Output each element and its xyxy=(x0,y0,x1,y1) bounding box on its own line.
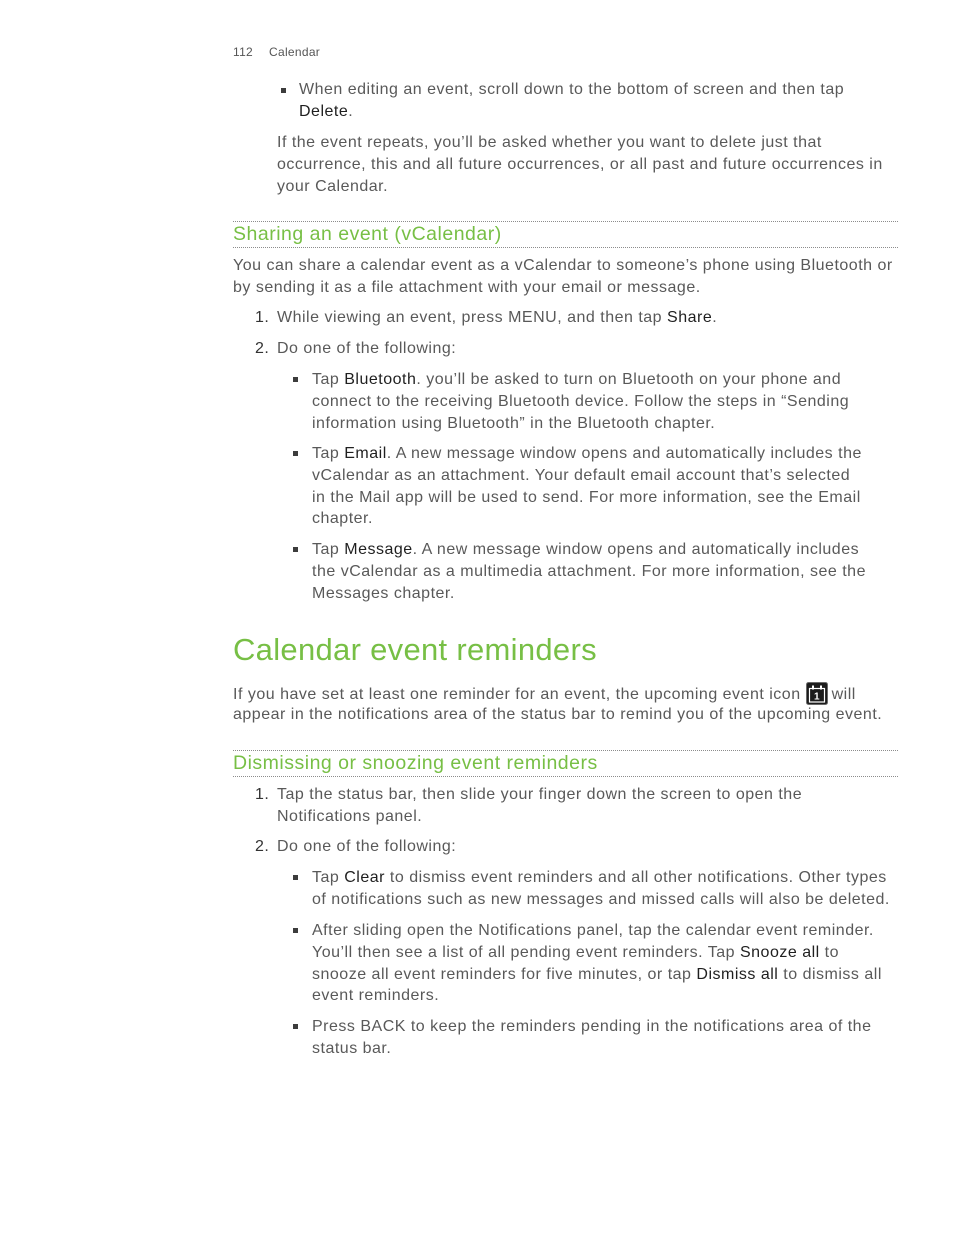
paragraph-line: your Calendar. xyxy=(277,177,389,195)
option-line xyxy=(312,867,890,889)
message-action-label: Message xyxy=(344,541,413,558)
repeat-note xyxy=(277,132,883,197)
option-text: . A new message window opens and automatically includes the xyxy=(386,445,862,462)
sharing-step-2 xyxy=(277,338,456,360)
dismissing-step-2 xyxy=(277,836,456,858)
share-action-label: Share xyxy=(667,309,713,326)
option-line: of notifications such as new messages and missed calls will also be deleted. xyxy=(312,890,890,908)
reminders-title: Calendar event reminders xyxy=(233,632,597,667)
option-line: the vCalendar as a multimedia attachment. For more information, see the xyxy=(312,562,866,580)
bullet-marker xyxy=(293,377,298,382)
step-line: Tap the status bar, then slide your finger down the screen to open the xyxy=(277,786,803,803)
section-divider xyxy=(233,247,898,248)
step-text: While viewing an event, press MENU, and then tap xyxy=(277,309,668,326)
option-line xyxy=(312,369,849,391)
paragraph-line: occurrence, this and all future occurrences, or all past and future occurrences in xyxy=(277,155,883,173)
sharing-step-1 xyxy=(277,307,717,329)
step-line: Notifications panel. xyxy=(277,807,423,825)
option-line xyxy=(312,942,882,964)
paragraph-line: You can share a calendar event as a vCalendar to someone’s phone using Bluetooth or xyxy=(233,257,893,274)
option-line: Messages chapter. xyxy=(312,584,455,602)
option-text: You’ll then see a list of all pending event reminders. Tap xyxy=(312,943,740,961)
option-line xyxy=(312,964,882,986)
email-action-label: Email xyxy=(344,445,387,462)
dismissing-step-1 xyxy=(277,784,802,828)
option-line: After sliding open the Notifications panel, tap the calendar event reminder. xyxy=(312,922,874,939)
bullet-marker xyxy=(293,451,298,456)
dismiss-option-clear xyxy=(312,867,890,911)
delete-event-bullet xyxy=(299,79,844,123)
option-line: vCalendar as an attachment. Your default email account that’s selected xyxy=(312,466,851,484)
option-line xyxy=(312,443,862,465)
step-line xyxy=(277,307,717,329)
option-text: to dismiss event reminders and all other notifications. Other types xyxy=(384,869,887,886)
clear-action-label: Clear xyxy=(344,869,385,886)
option-text: . you’ll be asked to turn on Bluetooth on your phone and xyxy=(416,371,842,388)
paragraph-text: If you have set at least one reminder for an event, the upcoming event icon xyxy=(233,686,801,703)
dismiss-option-snooze xyxy=(312,920,882,1007)
page-number: 112 xyxy=(233,45,254,59)
paragraph-line: If the event repeats, you’ll be asked whether you want to delete just that xyxy=(277,134,822,151)
option-line: connect to the receiving Bluetooth device. Follow the steps in “Sending xyxy=(312,392,850,410)
snooze-all-action-label: Snooze all xyxy=(739,943,820,961)
bullet-text: When editing an event, scroll down to the bottom of screen and then tap xyxy=(299,81,845,98)
option-line: Press BACK to keep the reminders pending in the notifications area of the xyxy=(312,1018,872,1035)
bullet-text: . xyxy=(348,102,354,120)
step-number: 2. xyxy=(255,838,270,855)
paragraph-line xyxy=(233,682,882,704)
delete-action-label: Delete xyxy=(299,102,349,120)
bullet-marker xyxy=(293,1024,298,1029)
option-text: Tap xyxy=(312,869,345,886)
paragraph-line: appear in the notifications area of the status bar to remind you of the upcoming event. xyxy=(233,705,883,723)
option-line: event reminders. xyxy=(312,987,440,1005)
share-option-email xyxy=(312,443,862,530)
sharing-heading: Sharing an event (vCalendar) xyxy=(233,223,502,245)
bullet-marker xyxy=(293,928,298,933)
paragraph-line: by sending it as a file attachment with your email or message. xyxy=(233,278,701,296)
option-text: Tap xyxy=(312,445,345,462)
sharing-intro xyxy=(233,255,893,299)
share-option-bluetooth xyxy=(312,369,849,434)
option-line: chapter. xyxy=(312,510,373,528)
bullet-marker xyxy=(293,875,298,880)
reminders-intro xyxy=(233,682,882,726)
option-line: information using Bluetooth” in the Bluetooth chapter. xyxy=(312,414,716,432)
bullet-line xyxy=(299,101,844,123)
paragraph-text: will xyxy=(831,686,856,703)
section-divider xyxy=(233,776,898,777)
chapter-name: Calendar xyxy=(269,45,321,59)
bluetooth-action-label: Bluetooth xyxy=(344,371,417,388)
step-number: 2. xyxy=(255,340,270,357)
option-text: to dismiss all xyxy=(778,965,882,983)
bullet-marker xyxy=(293,547,298,552)
bullet-marker xyxy=(281,88,286,93)
calendar-icon-day: 1 xyxy=(813,691,820,703)
dismissing-heading: Dismissing or snoozing event reminders xyxy=(233,752,598,774)
step-number: 1. xyxy=(255,309,270,326)
option-line: status bar. xyxy=(312,1039,392,1057)
bullet-line xyxy=(299,79,844,101)
dismiss-option-back xyxy=(312,1016,871,1060)
option-text: snooze all event reminders for five minutes, or tap xyxy=(312,965,697,983)
share-option-message xyxy=(312,539,866,604)
step-line: Do one of the following: xyxy=(277,838,457,855)
option-text: . A new message window opens and automatically includes xyxy=(412,541,860,558)
step-number: 1. xyxy=(255,786,270,803)
option-text: to xyxy=(819,943,839,961)
step-text: . xyxy=(712,309,718,326)
option-line xyxy=(312,539,866,561)
calendar-event-icon xyxy=(806,682,828,705)
option-line: in the Mail app will be used to send. For more information, see the Email xyxy=(312,488,861,506)
option-text: Tap xyxy=(312,541,345,558)
dismiss-all-action-label: Dismiss all xyxy=(696,965,779,983)
step-line: Do one of the following: xyxy=(277,340,457,357)
option-text: Tap xyxy=(312,371,345,388)
